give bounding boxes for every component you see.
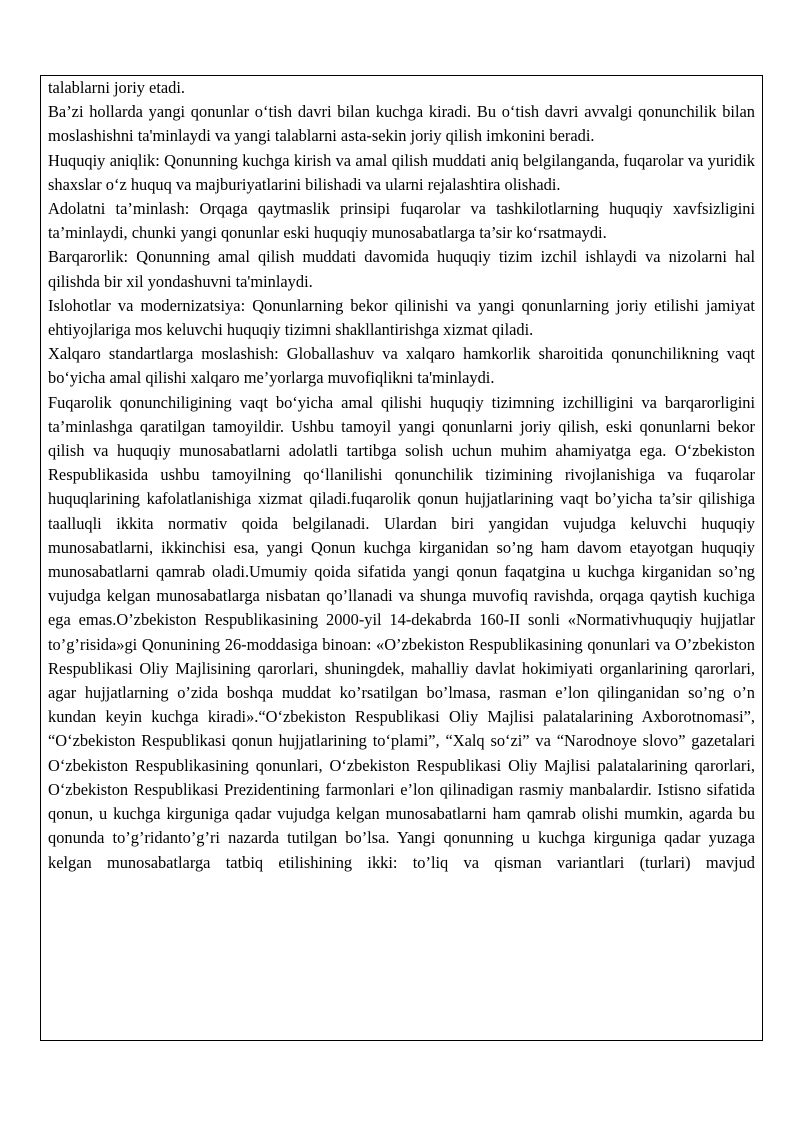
paragraph-legal-certainty: Huquqiy aniqlik: Qonunning kuchga kirish va amal qilish muddati aniq belgilanganda, fuqarolar va yuridik shaxslar o‘z huquq va majburiyatlarini bilishadi va ularni rejalashtira olishadi. bbox=[48, 150, 755, 194]
paragraph-transition-period: Ba’zi hollarda yangi qonunlar o‘tish davri bilan kuchga kiradi. Bu o‘tish davri avvalgi qonunchilik bilan moslashishni ta'minlaydi va yangi talablarni asta-sekin joriy qilish imkonini beradi. bbox=[48, 102, 755, 146]
paragraph-reforms: Islohotlar va modernizatsiya: Qonunlarning bekor qilinishi va yangi qonunlarning joriy etilishi jamiyat ehtiyojlariga mos keluvchi huquqiy tizimni shakllantirishga xizmat qiladi. bbox=[48, 295, 755, 340]
paragraph-international-standards: Xalqaro standartlarga moslashish: Globallashuv va xalqaro hamkorlik sharoitida qonunchilikning vaqt bo‘yicha amal qilishi xalqaro me’yorlarga muvofiqlikni ta'minlaydi. bbox=[48, 344, 755, 388]
paragraph-fairness: Adolatni ta’minlash: Orqaga qaytmaslik prinsipi fuqarolar va tashkilotlarning huquqiy xavfsizligini ta’minlaydi, chunki yangi qonunlar eski huquqiy munosabatlarga ta’sir ko‘rsatmaydi. bbox=[48, 199, 755, 243]
paragraph-stability: Barqarorlik: Qonunning amal qilish muddati davomida huquqiy tizim izchil ishlaydi va nizolarni hal qilishda bir xil yondashuvni ta'minlaydi. bbox=[48, 247, 755, 291]
paragraph-continuation: talablarni joriy etadi. bbox=[48, 78, 185, 97]
document-text-body bbox=[48, 76, 755, 875]
paragraph-civil-legislation-time: Fuqarolik qonunchiligining vaqt bo‘yicha amal qilishi huquqiy tizimning izchilligini va barqarorligini ta’minlashga qaratilgan tamoyildir. Ushbu tamoyil yangi qonunlarni joriy qilish, eski qonunlarni bekor qilish va huquqiy munosabatlarni adolatli tartibga solish uchun muhim ahamiyatga ega. O‘zbekiston Respublikasida ushbu tamoyilning qo‘llanilishi qonunchilik tizimining rivojlanishiga va fuqarolar huquqlarining kafolatlanishiga xizmat qiladi.fuqarolik qonun hujjatlarining vaqt bo’yicha ta’sir qilishiga taalluqli ikkita normativ qoida belgilanadi. Ulardan biri yangidan vujudga keluvchi huquqiy munosabatlarni, ikkinchisi esa, yangi Qonun kuchga kirganidan so’ng ham davom etayotgan huquqiy munosabatlarni qamrab oladi.Umumiy qoida sifatida yangi qonun faqatgina u kuchga kirganidan so’ng vujudga kelgan munosabatlarga nisbatan qo’llanadi va shunga muvofiq ravishda, orqaga qaytish kuchiga ega emas.O’zbekiston Respublikasining 2000-yil 14-dekabrda 160-II sonli «Normativhuquqiy hujjatlar to’g’risida»gi Qonunining 26-moddasiga binoan: «O’zbekiston Respublikasining qonunlari va O’zbekiston Respublikasi Oliy Majlisining qarorlari, shuningdek, mahalliy davlat hokimiyati organlarining qarorlari, agar hujjatlarning o’zida boshqa muddat ko’rsatilgan bo’lmasa, rasman e’lon qilinganidan so’ng o’n kundan keyin kuchga kiradi».“O‘zbekiston Respublikasi Oliy Majlisi palatalarining Axborotnomasi”, “O‘zbekiston Respublikasi qonun hujjatlarining to‘plami”, “Xalq so‘zi” va “Narodnoye slovo” gazetalari O‘zbekiston Respublikasining qonunlari, O‘zbekiston Respublikasi Oliy Majlisi palatalarining qarorlari, O‘zbekiston Respublikasi Prezidentining farmonlari e’lon qilinadigan rasmiy manbalardir. Istisno sifatida qonun, u kuchga kirguniga qadar vujudga kelgan munosabatlarni ham qamrab olishi mumkin, agarda bu qonunda to’g’ridanto’g’ri nazarda tutilgan bo’lsa. Yangi qonunning u kuchga kirguniga qadar yuzaga kelgan munosabatlarga tatbiq etilishining ikki: to’liq va qisman variantlari (turlari) mavjud bbox=[48, 392, 755, 872]
